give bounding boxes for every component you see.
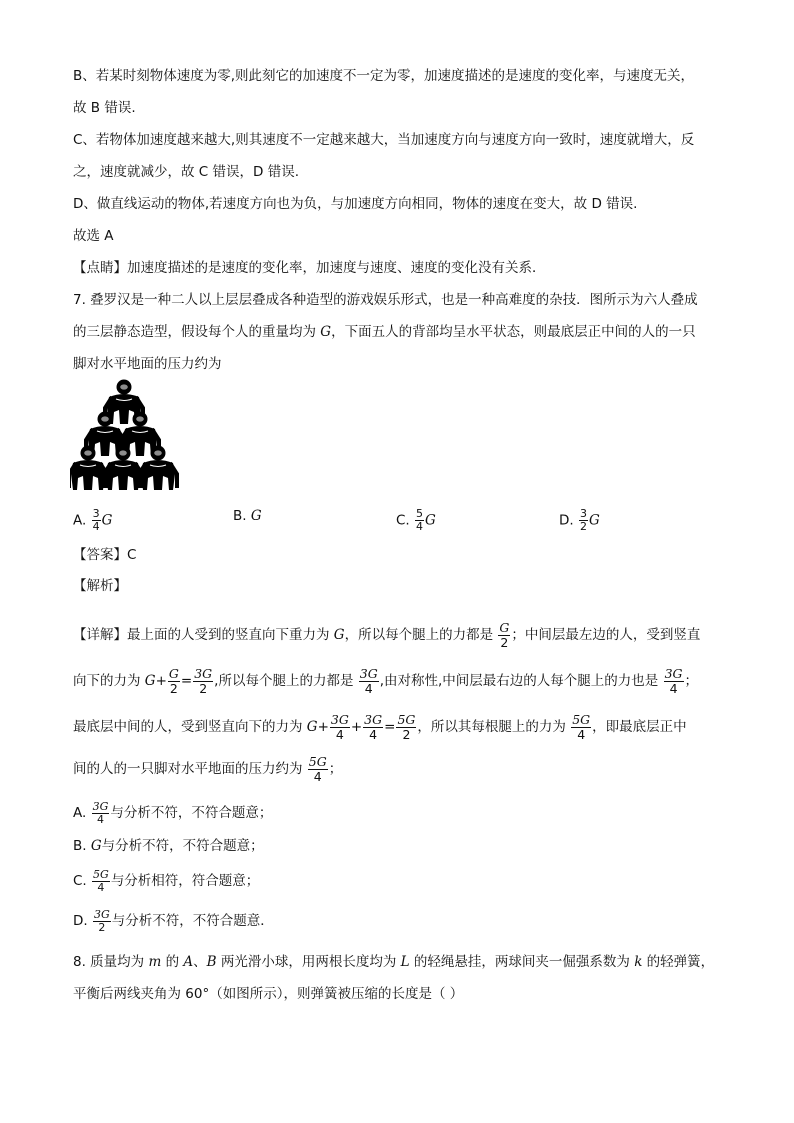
human-pyramid-figure bbox=[70, 378, 182, 493]
detail-line4: 间的人的一只脚对水平地面的压力约为 $\frac{5G}{4}$ ； bbox=[73, 753, 343, 784]
q7-option-a[interactable]: A. $\frac{3}{4}$ G bbox=[73, 507, 113, 533]
detail-line1: 【详解】最上面的人受到的竖直向下重力为 G，所以每个腿上的力都是 $\frac{G}{2}$ ；中间层最左边的人，受到竖直 bbox=[73, 619, 701, 650]
q7-analysis-heading: 【解析】 bbox=[73, 578, 127, 594]
detail-line3: 最底层中间的人，受到竖直向下的力为 G+ $\frac{3G}{4}$ + $\frac{3G}{4}$ = $\frac{5G}{2}$ ，所以其每根腿上的力为 $\frac{5G}{4}$ ，即最底层正中 bbox=[73, 711, 687, 742]
q7-option-d[interactable]: D. $\frac{3}{2}$ G bbox=[559, 507, 600, 533]
q7-stem-line1: 7. 叠罗汉是一种二人以上层层叠成各种造型的游戏娱乐形式，也是一种高难度的杂技．图所示为六人叠成 bbox=[73, 292, 698, 308]
q7-stem-line2: 的三层静态造型，假设每个人的重量均为 G，下面五人的背部均呈水平状态，则最底层正中间的人的一只 bbox=[73, 324, 696, 340]
q7-option-b[interactable]: B. G bbox=[233, 508, 262, 524]
q8-stem-line1: 8. 质量均为 m 的 A、B 两光滑小球，用两根长度均为 L 的轻绳悬挂，两球间夹一倔强系数为 k 的轻弹簧， bbox=[73, 954, 715, 970]
key-point: 【点睛】加速度描述的是速度的变化率，加速度与速度、速度的变化没有关系． bbox=[73, 260, 546, 276]
q7-answer: 【答案】C bbox=[73, 547, 137, 563]
var-G: G bbox=[320, 324, 332, 340]
explanation-c-line1: C、若物体加速度越来越大,则其速度不一定越来越大，当加速度方向与速度方向一致时，速度就增大，反 bbox=[73, 132, 695, 148]
explanation-b-line1: B、若某时刻物体速度为零,则此刻它的加速度不一定为零，加速度描述的是速度的变化率，与速度无关， bbox=[73, 68, 695, 84]
explanation-b-line2: 故 B 错误. bbox=[73, 100, 136, 116]
eval-option-c: C. $\frac{5G}{4}$ 与分析相符，符合题意； bbox=[73, 867, 260, 894]
chosen-answer: 故选 A bbox=[73, 228, 114, 244]
q8-stem-line2: 平衡后两线夹角为 60°（如图所示），则弹簧被压缩的长度是（ ） bbox=[73, 986, 464, 1002]
explanation-d-line: D、做直线运动的物体,若速度方向也为负，与加速度方向相同，物体的速度在变大，故 D 错误. bbox=[73, 196, 638, 212]
eval-option-d: D. $\frac{3G}{2}$ 与分析不符，不符合题意． bbox=[73, 907, 274, 934]
eval-option-a: A. $\frac{3G}{4}$ 与分析不符，不符合题意； bbox=[73, 799, 273, 826]
eval-option-b: B. G与分析不符，不符合题意； bbox=[73, 838, 264, 854]
q7-stem-line3: 脚对水平地面的压力约为 bbox=[73, 356, 222, 372]
q7-option-c[interactable]: C. $\frac{5}{4}$ G bbox=[396, 507, 436, 533]
detail-line2: 向下的力为 G+ $\frac{G}{2}$ = $\frac{3G}{2}$ ,所以每个腿上的力都是 $\frac{3G}{4}$ ,由对称性,中间层最右边的人每个腿上的力也是 $\frac{3G}{4}$ ； bbox=[73, 665, 699, 696]
person-bottom-right bbox=[139, 446, 177, 491]
explanation-c-line2: 之，速度就减少，故 C 错误，D 错误. bbox=[73, 164, 299, 180]
